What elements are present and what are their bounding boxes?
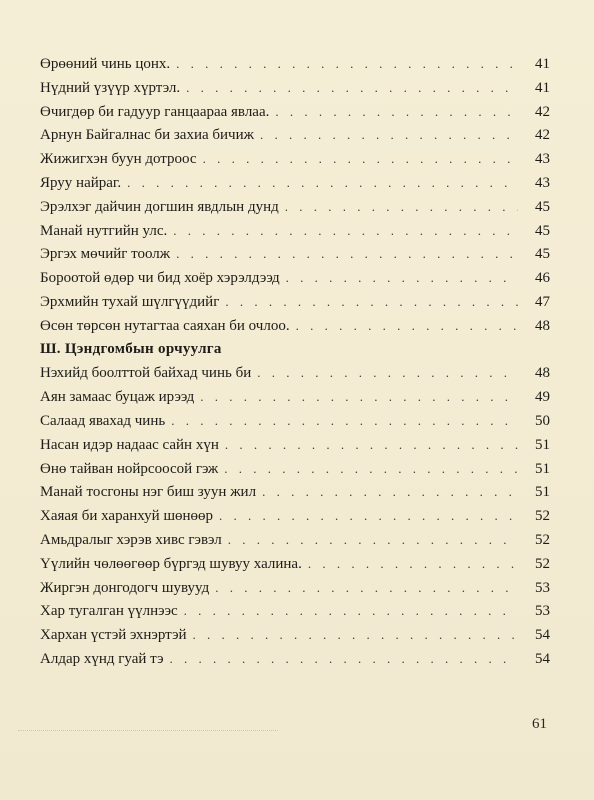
toc-entry-title: Өчигдөр би гадуур ганцаараа явлаа.: [40, 103, 270, 120]
dot-leader: [219, 504, 518, 528]
toc-entry: [40, 242, 550, 266]
toc-entry-page: 54: [535, 627, 550, 644]
toc-entry-page: 48: [535, 365, 550, 382]
dot-leader: [184, 599, 518, 623]
toc-entry-page: 42: [535, 127, 550, 144]
toc-entry-page: 45: [535, 198, 550, 215]
toc-entry-title: Хар тугалган үүлнээс: [40, 603, 178, 620]
toc-entry-title: Салаад явахад чинь: [40, 412, 166, 429]
toc-entry: [40, 504, 550, 528]
toc-entry-title: Өнө тайван нойрсоосой гэж: [40, 460, 219, 477]
toc-entry-page: 51: [535, 460, 550, 477]
toc-entry-title: Насан идэр надаас сайн хүн: [40, 436, 219, 453]
toc-entry-page: 41: [535, 56, 550, 72]
dot-leader: [225, 433, 518, 457]
toc-entry-title: Үүлийн чөлөөгөөр бүргэд шувуу халина.: [40, 555, 302, 572]
toc-entry: [40, 314, 550, 338]
toc-entry-title: Манай нутгийн улс.: [40, 222, 168, 239]
dot-leader: [173, 219, 518, 243]
toc-entry-page: 53: [535, 603, 550, 620]
toc-entry: [40, 219, 550, 243]
toc-entry-title: Жижигхэн буун дотроос: [40, 151, 197, 168]
dot-leader: [262, 480, 518, 504]
toc-entry-page: 51: [535, 484, 550, 501]
toc-entry-page: 43: [535, 151, 550, 168]
toc-entry: [40, 147, 550, 171]
toc-entry-title: Хаяая би харанхуй шөнөөр: [40, 508, 214, 525]
toc-entry-title: Хархан үстэй эхнэртэй: [40, 627, 187, 644]
toc-entry: [40, 433, 550, 457]
dot-leader: [296, 314, 518, 338]
toc-entry: [40, 528, 550, 552]
dot-leader: [186, 76, 518, 100]
toc-entry: [40, 409, 550, 433]
dot-leader: [257, 361, 518, 385]
toc-entry-title: Эрхмийн тухай шүлгүүдийг: [40, 293, 220, 310]
toc-entry-page: 41: [535, 79, 550, 96]
dot-leader: [200, 385, 518, 409]
toc-entry: [40, 576, 550, 600]
toc-entry: [40, 290, 550, 314]
toc-entry: [40, 100, 550, 124]
toc-entry-title: Нүдний үзүүр хүртэл.: [40, 79, 181, 96]
toc-entry-page: 45: [535, 222, 550, 239]
toc-entry: [40, 52, 550, 76]
toc-entry-page: 52: [535, 508, 550, 525]
dot-leader: [193, 623, 518, 647]
dot-leader: [286, 266, 518, 290]
toc-entry-title: Жиргэн донгодогч шувууд: [40, 579, 210, 596]
toc-entry-title: Арнун Байгалнас би захиа бичиж: [40, 127, 254, 144]
toc-entry-title: Эрэлхэг дайчин догшин явдлын дунд: [40, 198, 279, 215]
toc-entry-page: 50: [535, 412, 550, 429]
dot-leader: [176, 52, 518, 76]
toc-entry-title: Эргэх мөчийг тоолж: [40, 246, 171, 263]
toc-entry: [40, 480, 550, 504]
toc-entry: [40, 171, 550, 195]
toc-entry-page: 43: [535, 174, 550, 191]
toc-entry: [40, 195, 550, 219]
dot-leader: [308, 552, 518, 576]
dot-leader: [176, 242, 518, 266]
toc-entry-page: 53: [535, 579, 550, 596]
dot-leader: [285, 195, 518, 219]
toc-entry-title: Манай тосгоны нэг биш зуун жил: [40, 484, 257, 501]
dot-leader: [215, 576, 518, 600]
toc-entry: [40, 76, 550, 100]
dot-leader: [127, 171, 518, 195]
toc-entry: [40, 647, 550, 671]
toc-entry: [40, 599, 550, 623]
toc-entry-title: Аян замаас буцаж ирээд: [40, 389, 195, 406]
dot-leader: [224, 457, 518, 481]
toc-entry-title: Өсөн төрсөн нутагтаа саяхан би очлоо.: [40, 317, 290, 334]
toc-entry-page: 42: [535, 103, 550, 120]
toc-entry-page: 54: [535, 650, 550, 667]
toc-entry-page: 48: [535, 317, 550, 334]
dot-leader: [171, 409, 518, 433]
dot-leader: [275, 100, 518, 124]
toc-entry: [40, 623, 550, 647]
toc-entry: [40, 361, 550, 385]
dot-leader: [260, 123, 518, 147]
toc-entry-title: Ш. Цэндгомбын орчуулга: [40, 340, 222, 357]
toc-entry: [40, 266, 550, 290]
toc-entry: [40, 385, 550, 409]
dot-leader: [170, 647, 518, 671]
toc-entry-page: 52: [535, 555, 550, 572]
scan-artifact: [18, 730, 278, 735]
toc-entry-title: Яруу найраг.: [40, 174, 122, 191]
dot-leader: [203, 147, 518, 171]
dot-leader: [225, 290, 518, 314]
toc-entry-title: Өрөөний чинь цонх.: [40, 56, 171, 72]
toc-entry-title: Нэхийд боолттой байхад чинь би: [40, 365, 252, 382]
toc-entry-page: 47: [535, 293, 550, 310]
page-number: 61: [532, 716, 547, 732]
toc-entry-title: Алдар хүнд гуай тэ: [40, 650, 164, 667]
toc-entry: [40, 123, 550, 147]
toc-entry-page: 45: [535, 246, 550, 263]
toc-entry: [40, 552, 550, 576]
toc-entry: [40, 457, 550, 481]
table-of-contents: [40, 52, 550, 671]
dot-leader: [228, 528, 518, 552]
toc-entry-title: Бороотой өдөр чи бид хоёр хэрэлдээд: [40, 270, 280, 287]
toc-entry-page: 46: [535, 270, 550, 287]
toc-entry-page: 49: [535, 389, 550, 406]
toc-entry-title: Амьдралыг хэрэв хивс гэвэл: [40, 531, 222, 548]
toc-entry-page: 52: [535, 531, 550, 548]
section-heading: [40, 338, 550, 362]
toc-entry-page: 51: [535, 436, 550, 453]
